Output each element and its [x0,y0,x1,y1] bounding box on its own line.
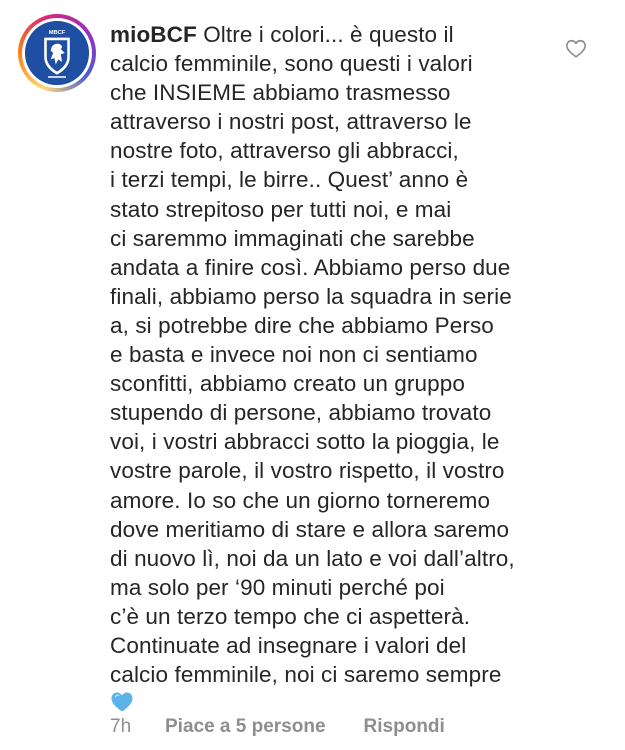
comment-text: Oltre i colori... è questo il [203,22,454,47]
comment-text: i terzi tempi, le birre.. Quest’ anno è [110,167,469,193]
comment-text: amore. Io so che un giorno torneremo [110,487,491,513]
comment-text: finali, abbiamo perso la squadra in serie [110,283,512,309]
comment-text: dove meritiamo di stare e allora saremo [110,516,510,542]
comment-meta [110,716,445,738]
likes-count-link[interactable]: Piace a 5 persone [165,716,326,737]
comment-text: attraverso i nostri post, attraverso le [110,109,472,135]
club-crest-icon [25,21,89,85]
comment-text: a, si potrebbe dire che abbiamo Perso [110,312,494,338]
comment-body [110,20,550,718]
reply-button[interactable]: Rispondi [363,716,445,737]
comment-text: di nuovo lì, noi da un lato e voi dall’altro, [110,545,515,571]
comment-text: stato strepitoso per tutti noi, e mai [110,196,452,222]
avatar-gap [22,18,92,88]
username[interactable]: mioBCF [110,22,197,47]
comment-text: c’è un terzo tempo che ci aspetterà. [110,603,471,629]
comment-timestamp: 7h [110,716,132,737]
comment-text: Continuate ad insegnare i valori del [110,632,467,658]
comment-text: sconfitti, abbiamo creato un gruppo [110,371,465,397]
comment-text: ci saremmo immaginati che sarebbe [110,225,475,251]
comment-text: che INSIEME abbiamo trasmesso [110,80,451,106]
comment-text: stupendo di persone, abbiamo trovato [110,400,492,426]
emoji-line [110,689,550,718]
heart-outline-icon[interactable] [565,38,587,60]
comment-text: vostre parole, il vostro rispetto, il vostro [110,458,505,484]
comment-text: ma solo per ‘90 minuti perché poi [110,574,445,600]
comment-text: voi, i vostri abbracci sotto la pioggia, le [110,429,500,455]
comment-text: calcio femminile, noi ci saremo sempre [110,662,502,688]
comment-line-1 [110,20,550,49]
crest-text: MBCF [48,29,66,36]
comment-text: e basta e invece noi non ci sentiamo [110,342,478,368]
comment-text: nostre foto, attraverso gli abbracci, [110,138,459,164]
comment-text: calcio femminile, sono questi i valori [110,51,473,77]
blue-heart-emoji-icon [110,690,134,714]
avatar[interactable] [18,14,96,92]
comment-text: andata a finire così. Abbiamo perso due [110,254,511,280]
